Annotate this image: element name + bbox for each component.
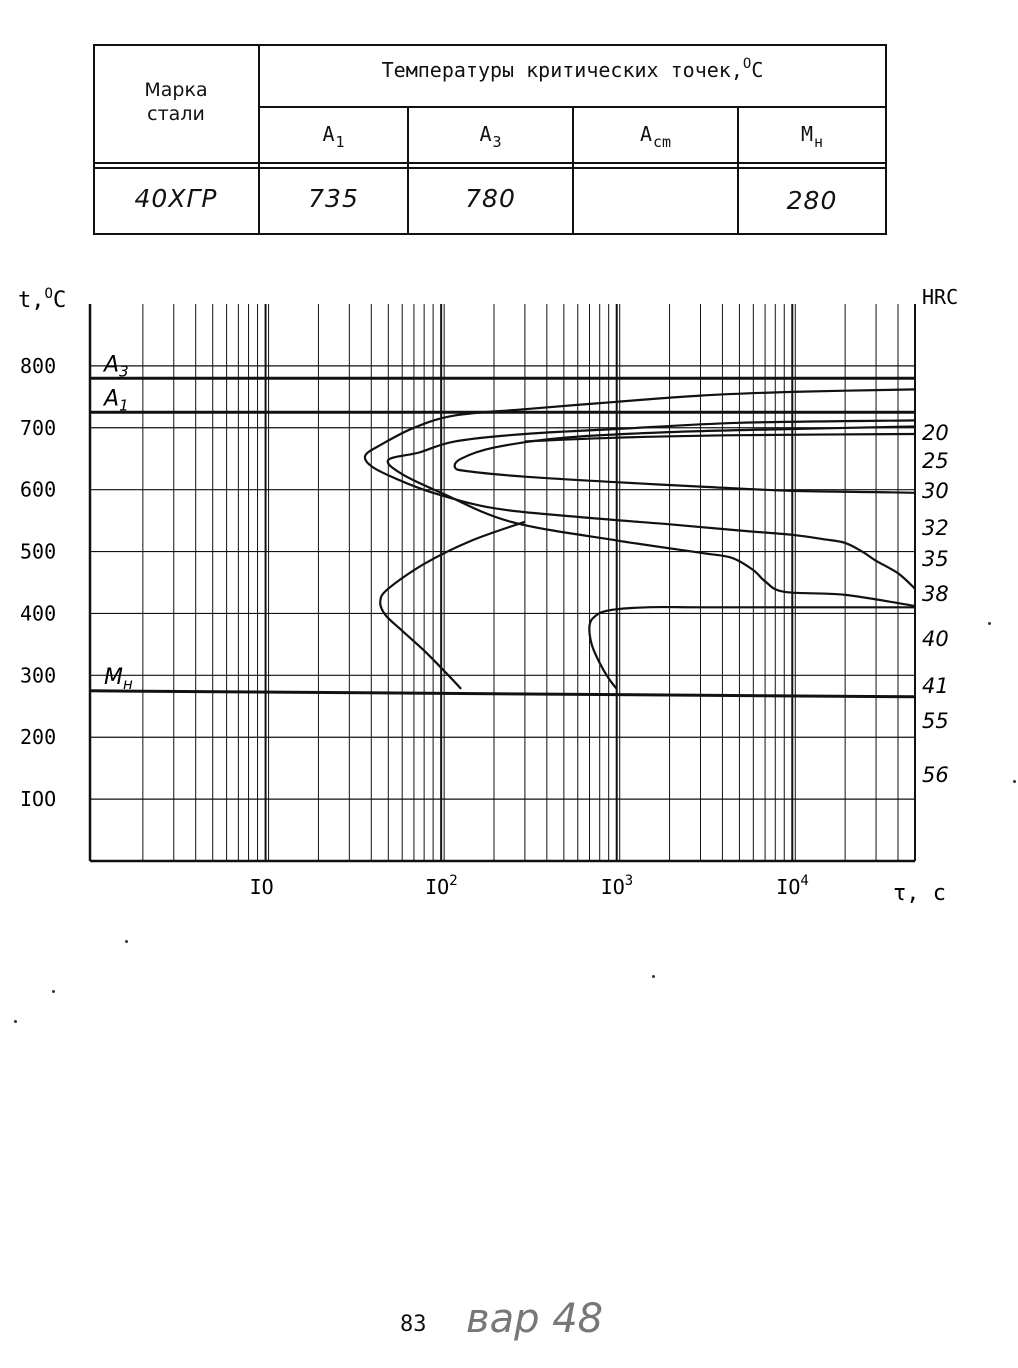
x-tick-label: $IO^4$ xyxy=(776,873,809,899)
critical-temps-unit: С xyxy=(751,58,764,82)
y-axis-label-unit: C xyxy=(52,288,67,313)
transformation-curve xyxy=(525,434,915,441)
x-tick-label: IO xyxy=(249,875,274,899)
hrc-value: 55 xyxy=(922,709,949,733)
a3-value: 780 xyxy=(465,184,516,213)
transformation-curve xyxy=(365,389,915,588)
chart-frame xyxy=(90,304,915,861)
y-tick-label: 500 xyxy=(20,539,57,564)
header-a3 xyxy=(408,122,573,151)
critical-temps-header xyxy=(259,58,886,82)
hrc-label: HRC xyxy=(922,285,959,309)
hrc-value: 41 xyxy=(922,674,949,698)
x-axis-label: τ, с xyxy=(893,881,946,906)
transformation-curves xyxy=(365,389,915,689)
header-a1-main: A xyxy=(322,122,335,146)
header-mn-sub: н xyxy=(814,133,824,151)
y-tick-label: 800 xyxy=(20,353,57,378)
scan-speck xyxy=(1013,780,1016,783)
y-tick-label: 300 xyxy=(20,663,57,688)
transformation-curve xyxy=(589,607,915,689)
y-axis-label-text: t, xyxy=(18,288,45,313)
hrc-value: 40 xyxy=(922,627,949,651)
reference-line-label: $M_н$ xyxy=(104,664,133,693)
y-axis-label xyxy=(18,286,66,313)
critical-temps-label: Температуры критических точек, xyxy=(381,58,743,82)
steel-grade-value: 40ХГР xyxy=(134,184,218,213)
critical-points-table xyxy=(93,44,888,236)
scan-speck xyxy=(652,975,655,978)
header-a3-main: A xyxy=(479,122,492,146)
header-acm-main: A xyxy=(639,122,652,146)
mn-value: 280 xyxy=(786,186,838,215)
header-mn xyxy=(738,122,886,151)
hrc-value: 20 xyxy=(922,421,949,445)
scan-speck xyxy=(52,990,55,993)
steel-grade-header: Марка стали xyxy=(144,79,208,125)
hrc-value: 38 xyxy=(922,582,949,606)
chart-grid xyxy=(90,304,915,861)
hrc-value: 56 xyxy=(922,763,949,787)
y-tick-label: 600 xyxy=(20,477,57,502)
degree-sup: O xyxy=(742,56,752,72)
hrc-value: 35 xyxy=(922,547,949,571)
y-tick-label: IOO xyxy=(20,787,57,812)
reference-line-label: $A_3$ xyxy=(104,352,129,381)
a1-value: 735 xyxy=(308,184,359,213)
scan-speck xyxy=(14,1020,17,1023)
page-number: 83 xyxy=(400,1312,427,1337)
ttt-diagram xyxy=(0,270,1018,920)
handwritten-note: вар 48 xyxy=(466,1296,604,1342)
header-mn-main: M xyxy=(800,122,813,146)
header-a3-sub: 3 xyxy=(492,133,502,151)
reference-line-label: $A_1$ xyxy=(104,386,129,415)
transformation-curve xyxy=(388,420,915,606)
scan-speck xyxy=(125,940,128,943)
scan-speck xyxy=(988,622,991,625)
header-acm-sub: cm xyxy=(652,133,672,151)
header-a1-sub: 1 xyxy=(335,133,345,151)
reference-line xyxy=(90,691,915,697)
y-tick-label: 700 xyxy=(20,415,57,440)
x-tick-label: $IO^2$ xyxy=(425,873,458,899)
y-tick-label: 400 xyxy=(20,601,57,626)
header-acm xyxy=(573,122,738,151)
y-tick-label: 200 xyxy=(20,725,57,750)
header-a1 xyxy=(259,122,408,151)
hrc-value: 30 xyxy=(922,479,949,503)
reference-lines xyxy=(90,378,915,697)
y-axis-label-sup: O xyxy=(44,286,53,302)
x-tick-label: $IO^3$ xyxy=(600,873,634,899)
hrc-value: 25 xyxy=(922,449,949,473)
hrc-value: 32 xyxy=(922,516,949,540)
